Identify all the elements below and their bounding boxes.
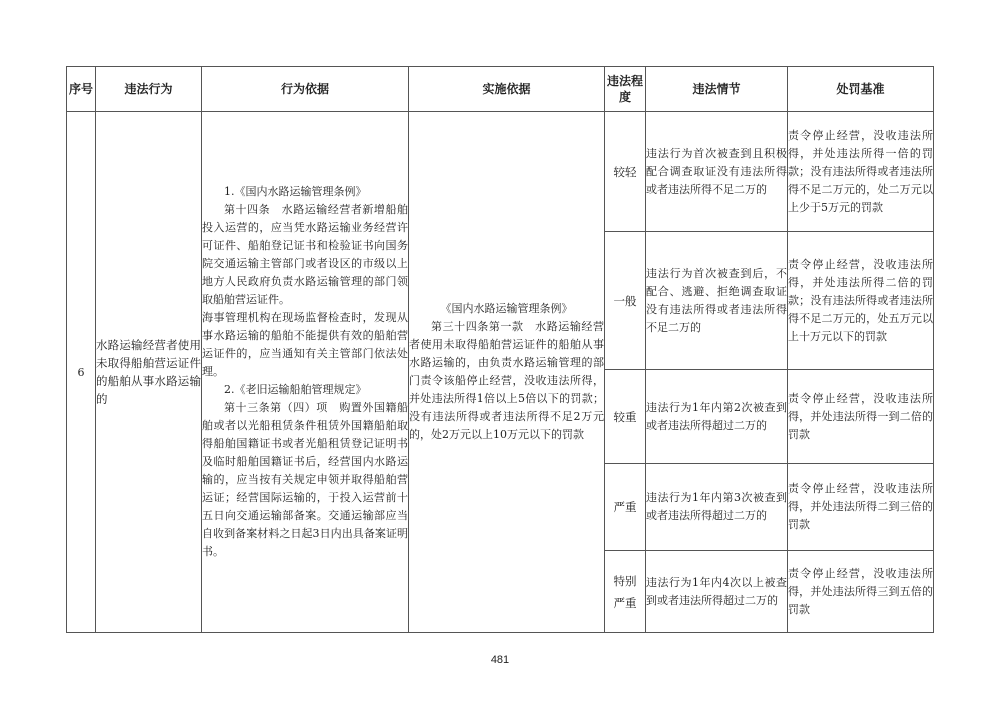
degree-minor: 较轻: [605, 112, 646, 232]
basis-paragraph: 2.《老旧运输船舶管理规定》: [224, 383, 367, 396]
header-violation-act: 违法行为: [96, 67, 202, 112]
situation-severe: 违法行为1年内第3次被查到或者违法所得超过二万的: [646, 464, 788, 551]
degree-severe: 严重: [605, 464, 646, 551]
row-seq: 6: [67, 112, 96, 633]
table-row: [67, 112, 934, 232]
basis-paragraph: 第十三条第（四）项 购置外国籍船舶或者以光船租赁条件租赁外国籍船舶取得船舶国籍证书或者光船租赁登记证明书及临时船舶国籍证书后，经营国内水路运输的，应当按有关规定申领并取得船舶营运证；经营国际运输的，于投入运营前十五日向交通运输部备案。交通运输部应当自收到备案材料之日起3日内出具备案证明书。: [202, 401, 408, 558]
penalty-severe: 责令停止经营，没收违法所得，并处违法所得二到三倍的罚款: [788, 464, 934, 551]
penalty-standard-table: [66, 66, 934, 633]
penalty-serious: 责令停止经营，没收违法所得，并处违法所得一到二倍的罚款: [788, 370, 934, 464]
implementation-paragraph: 《国内水路运输管理条例》: [440, 302, 573, 315]
situation-general: 违法行为首次被查到后，不配合、逃避、拒绝调查取证没有违法所得或者违法所得不足二万的: [646, 232, 788, 370]
implementation-basis-cell: [409, 112, 605, 633]
header-implementation-basis: 实施依据: [409, 67, 605, 112]
header-penalty-standard: 处罚基准: [788, 67, 934, 112]
page-number: 481: [490, 654, 510, 666]
situation-minor: 违法行为首次被查到且积极配合调查取证没有违法所得或者违法所得不足二万的: [646, 112, 788, 232]
header-act-basis: 行为依据: [202, 67, 409, 112]
header-violation-degree: 违法程度: [605, 67, 646, 112]
violation-act-text: 水路运输经营者使用未取得船舶营运证件的船舶从事水路运输的: [96, 112, 202, 633]
penalty-general: 责令停止经营，没收违法所得，并处违法所得二倍的罚款；没有违法所得或者违法所得不足二万元的，处五万元以上十万元以下的罚款: [788, 232, 934, 370]
penalty-minor: 责令停止经营，没收违法所得，并处违法所得一倍的罚款；没有违法所得或者违法所得不足二万元的，处二万元以上少于5万元的罚款: [788, 112, 934, 232]
degree-general: 一般: [605, 232, 646, 370]
implementation-paragraph: 第三十四条第一款 水路运输经营者使用未取得船舶营运证件的船舶从事水路运输的，由负责水路运输管理的部门责令该船停止经营，没收违法所得，并处违法所得1倍以上5倍以下的罚款；没有违法所得或者违法所得不足2万元的，处2万元以上10万元以下的罚款: [409, 320, 604, 441]
situation-serious: 违法行为1年内第2次被查到或者违法所得超过二万的: [646, 370, 788, 464]
basis-paragraph: 海事管理机构在现场监督检查时，发现从事水路运输的船舶不能提供有效的船舶营运证件的，应当通知有关主管部门依法处理。: [202, 311, 408, 378]
penalty-extremely-severe: 责令停止经营，没收违法所得，并处违法所得三到五倍的罚款: [788, 551, 934, 633]
degree-extremely-severe: 特别严重: [605, 551, 646, 633]
degree-serious: 较重: [605, 370, 646, 464]
header-seq: 序号: [67, 67, 96, 112]
header-violation-situation: 违法情节: [646, 67, 788, 112]
table-header-row: [67, 67, 934, 112]
situation-extremely-severe: 违法行为1年内4次以上被查到或者违法所得超过二万的: [646, 551, 788, 633]
basis-paragraph: 第十四条 水路运输经营者新增船舶投入运营的，应当凭水路运输业务经营许可证件、船舶登记证书和检验证书向国务院交通运输主管部门或者设区的市级以上地方人民政府负责水路运输管理的部门领取船舶营运证件。: [202, 203, 408, 306]
basis-paragraph: 1.《国内水路运输管理条例》: [224, 185, 367, 198]
act-basis-cell: [202, 112, 409, 633]
